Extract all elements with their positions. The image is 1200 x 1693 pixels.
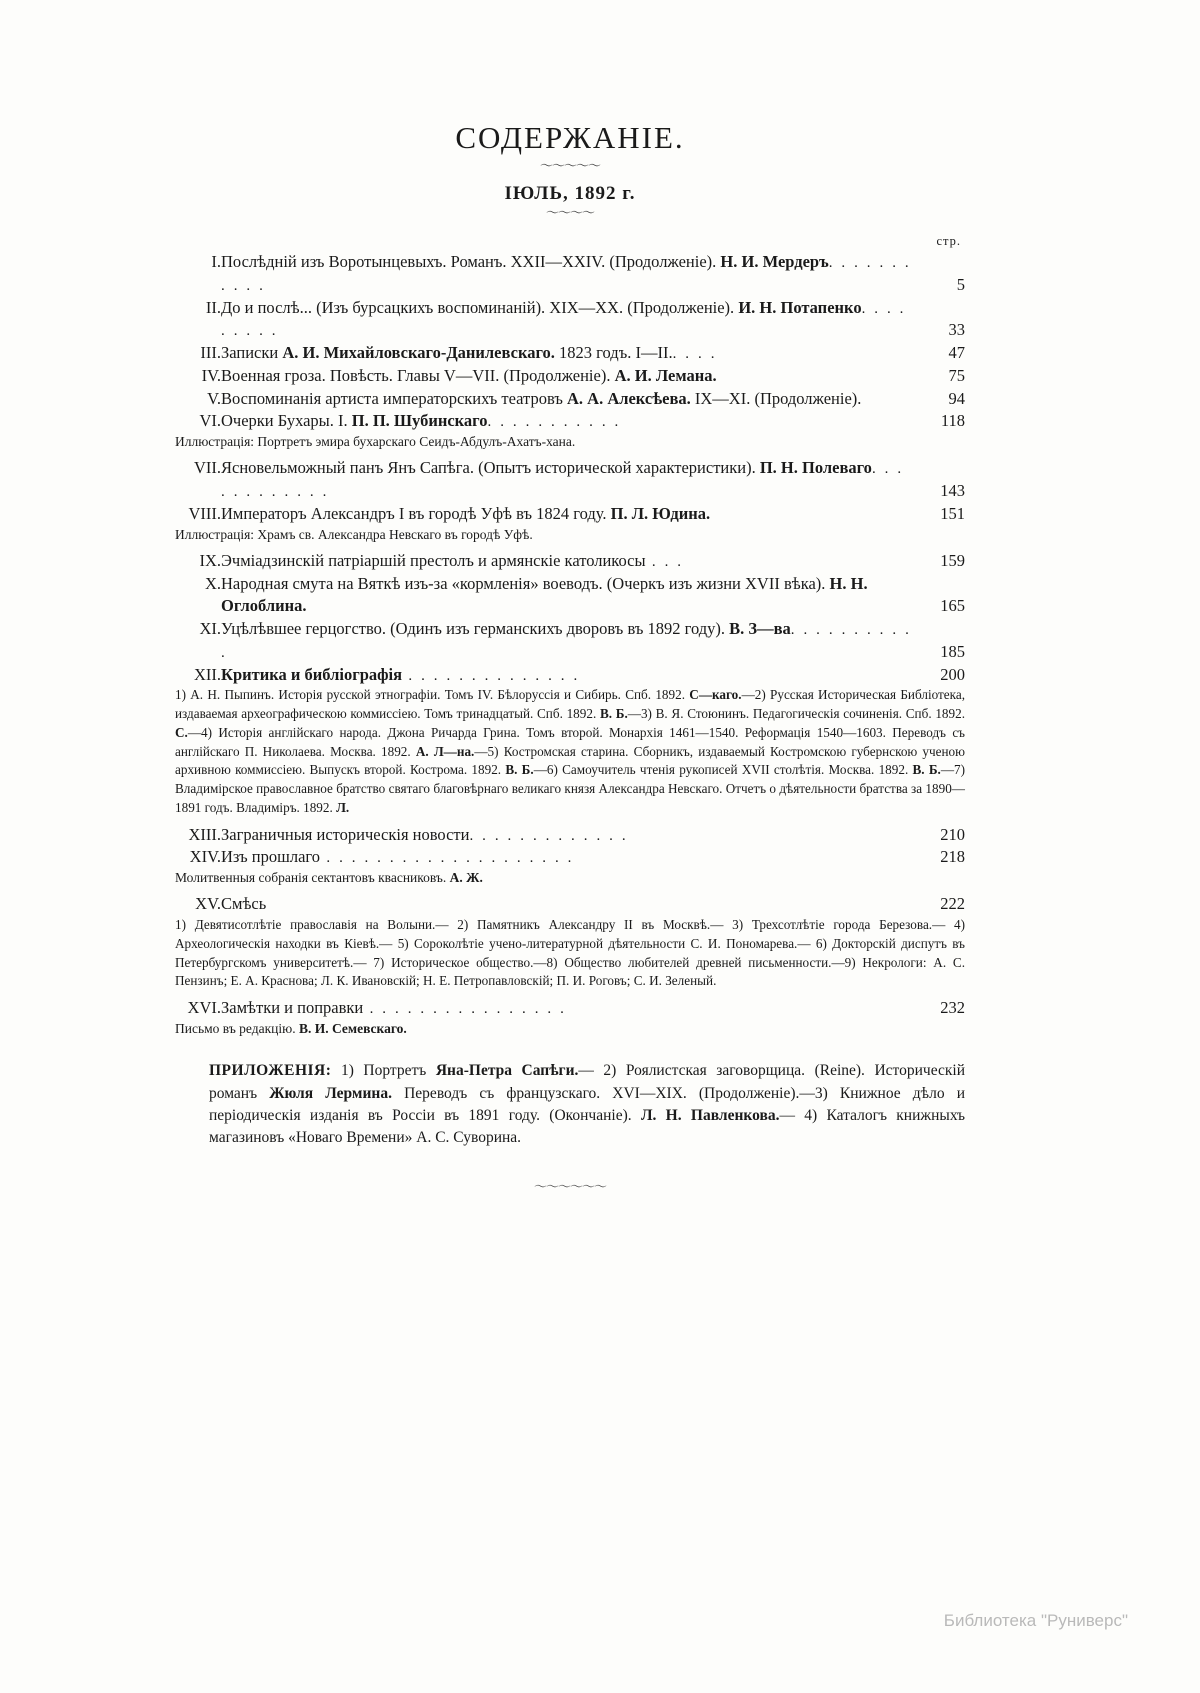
toc-entry-note-row — [175, 1020, 965, 1038]
toc-entry[interactable] — [175, 893, 965, 916]
toc-entry-author: А. А. Алексѣева. — [566, 388, 691, 408]
page-column-header: стр. — [936, 234, 961, 248]
toc-entry[interactable] — [175, 457, 965, 503]
toc-entry-author: И. Н. Потапенко — [738, 297, 862, 317]
toc-entry-number: XVI. — [187, 998, 221, 1018]
toc-leader-dots: . . . . . . . . . . . . . . . . . . . . — [320, 850, 575, 867]
toc-entry-title: Народная смута на Вяткѣ изъ-за «кормленія» воеводъ. (Очеркъ изъ жизни XVII вѣка). Н. Н. Оглоблина. — [221, 573, 868, 616]
toc-entry[interactable] — [175, 503, 965, 526]
toc-entry-page: 218 — [940, 847, 965, 867]
toc-leader-dots: . . . . . . . . . — [221, 300, 907, 340]
toc-entry-title — [221, 664, 913, 687]
toc-entry-page: 33 — [948, 320, 965, 340]
toc-entry-number: I. — [211, 252, 221, 271]
toc-entry-page: 159 — [940, 550, 965, 570]
toc-entry[interactable] — [175, 388, 965, 411]
toc-entry-page: 47 — [948, 343, 965, 363]
toc-entry[interactable] — [175, 297, 965, 343]
toc-entry-title: До и послѣ... (Изъ бурсацкихъ воспоминаній). XIX—XX. (Продолженіе). И. Н. Потапенко. . . . . . . . . — [221, 297, 907, 340]
toc-entry-author: П. П. Шубинскаго — [351, 411, 488, 431]
page-title: СОДЕРЖАНІЕ. — [455, 120, 685, 155]
toc-entry-page: 185 — [940, 641, 965, 661]
appendix-block — [175, 1060, 965, 1150]
appendix-label: ПРИЛОЖЕНІЯ: — [209, 1062, 332, 1080]
toc-entry-note-row — [175, 869, 965, 887]
toc-entry-page: 5 — [956, 274, 965, 294]
toc-entry-page: 232 — [940, 998, 965, 1018]
toc-entry-title: Эчміадзинскій патріаршій престолъ и армянскіе католикосы . . . — [221, 550, 684, 570]
toc-entry-number: VII. — [193, 458, 221, 478]
toc-entry-note: Иллюстрація: Храмъ св. Александра Невскаго въ городѣ Уфѣ. — [175, 526, 533, 542]
toc-entry[interactable] — [175, 550, 965, 573]
issue-date: ІЮЛЬ, 1892 г. — [504, 183, 636, 204]
toc-content — [175, 120, 965, 1195]
toc-entry[interactable] — [175, 410, 965, 433]
toc-entry-author: П. Л. Юдина. — [610, 503, 711, 523]
toc-entry-author: А. И. Лемана. — [614, 365, 717, 385]
toc-entry-note: Молитвенныя собранія сектантовъ квасниковъ. А. Ж. — [175, 870, 483, 886]
toc-entry[interactable] — [175, 618, 965, 664]
toc-entry-number: XV. — [195, 894, 221, 914]
toc-entry-title: Замѣтки и поправки . . . . . . . . . . . . . . . . — [221, 998, 567, 1018]
toc-leader-dots: . . . . — [672, 346, 718, 363]
toc-entry-author: Н. Н. Оглоблина. — [221, 573, 868, 616]
toc-entry-author: Н. И. Мердеръ — [720, 252, 829, 271]
toc-entry-number: XI. — [199, 619, 221, 639]
toc-entry-note: Письмо въ редакцію. В. И. Семевскаго. — [175, 1020, 407, 1036]
toc-entry-page: 200 — [940, 664, 965, 684]
toc-entry[interactable] — [175, 573, 965, 619]
toc-entry-page: 143 — [940, 481, 965, 501]
toc-entry-page: 75 — [948, 365, 965, 385]
toc-leader-dots: . . . . . . . . . . . — [221, 622, 912, 661]
toc-entry-title: Очерки Бухары. I. П. П. Шубинскаго. . . . . . . . . . . — [221, 411, 621, 431]
toc-leader-dots: . . . . . . . . . . . . . — [469, 827, 629, 844]
toc-entry-note: Иллюстрація: Портретъ эмира бухарскаго Сеидъ-Абдулъ-Ахатъ-хана. — [175, 434, 576, 450]
toc-entry-page: 222 — [940, 894, 965, 914]
toc-entry[interactable] — [175, 664, 965, 687]
toc-entry-title: Ясновельможный панъ Янъ Сапѣга. (Опытъ исторической характеристики). П. Н. Полеваго. . . . . . . . . . . . — [221, 458, 904, 501]
toc-entry-title: Смѣсь — [221, 894, 267, 914]
toc-entry-number: VIII. — [188, 503, 221, 523]
toc-entry-page: 165 — [940, 596, 965, 616]
toc-entry-number: VI. — [199, 411, 221, 431]
library-watermark: Библиотека "Руниверс" — [943, 1611, 1128, 1630]
appendix-text: 1) Портретъ Яна-Петра Сапѣги.— 2) Роялистская заговорщица. (Reine). Историческій романъ Жюля Лермина. Переводъ съ французскаго. XVI—XIX. (Продолженіе).—3) Книжное дѣло и періодическія изданія въ Россіи въ 1891 году. (Окончаніе). Л. Н. Павленкова.— 4) Каталогъ книжныхъ магазиновъ «Новаго Времени» А. С. Суворина. — [209, 1062, 965, 1147]
toc-entry-title: Уцѣлѣвшее герцогство. (Одинъ изъ германскихъ дворовъ въ 1892 году). В. З—ва. . . . . . . . . . . — [221, 619, 912, 661]
toc-entry-author: В. З—ва — [729, 619, 791, 639]
toc-leader-dots: . . . . . . . . . . . . . . . . — [363, 1001, 567, 1018]
ornament-squiggle-top: 〜〜〜〜〜 — [539, 159, 600, 174]
toc-entry[interactable] — [175, 997, 965, 1020]
toc-entry-number: XIII. — [188, 824, 221, 844]
toc-entry-number: V. — [207, 388, 221, 408]
toc-entry-sublist: 1) Девятисотлѣтіе православія на Волыни.— 2) Памятникъ Александру II въ Москвѣ.— 3) Трехсотлѣтіе города Березова.— 4) Археологическія находки въ Кіевѣ.— 5) Сороколѣтіе учено-литературной дѣятельности С. И. Пономарева.— 6) Докторскій диспутъ въ Петербургскомъ университетѣ.— 7) Историческое общество.—8) Общество любителей древней письменности.—9) Некрологи: А. С. Пензинъ; Е. А. Краснова; Л. К. Ивановскій; Н. Е. Петропавловскій; П. И. Роговъ; С. И. Зеленый. — [175, 917, 965, 989]
toc-entry-title: Военная гроза. Повѣсть. Главы V—VII. (Продолженіе). А. И. Лемана. — [221, 365, 717, 385]
toc-entry-sublist-row — [175, 916, 965, 991]
toc-entry-page: 151 — [940, 503, 965, 523]
toc-entry-title: Записки А. И. Михайловскаго-Данилевскаго. 1823 годъ. I—II.. . . . — [221, 343, 718, 363]
toc-entry-number: X. — [204, 573, 221, 593]
toc-leader-dots: . . . . . . . . . . . . . . — [402, 667, 580, 684]
toc-entry-title: Послѣдній изъ Воротынцевыхъ. Романъ. XXII—XXIV. (Продолженіе). Н. И. Мердеръ. . . . . . . . . . . — [221, 252, 912, 294]
toc-leader-dots: . . . . . . . . . . . — [487, 414, 621, 431]
toc-entry-note-row — [175, 433, 965, 451]
ornament-squiggle-bottom: 〜〜〜〜〜〜 — [533, 1179, 606, 1195]
toc-entry-title: Императоръ Александръ I въ городѣ Уфѣ въ 1824 году. П. Л. Юдина. — [221, 503, 711, 523]
toc-leader-dots: . . . . . . . . . . . — [221, 255, 912, 294]
toc-entry-author: Критика и библіографія — [221, 664, 403, 684]
table-of-contents — [175, 251, 965, 1038]
toc-entry-note-row — [175, 526, 965, 544]
toc-entry-number: XIV. — [189, 847, 221, 867]
toc-entry-sublist: 1) А. Н. Пыпинъ. Исторія русской этнографіи. Томъ IV. Бѣлоруссія и Сибирь. Спб. 1892. С—каго.—2) Русская Историческая Библіотека, издаваемая археографическою коммиссіею. Томъ тринадцатый. Спб. 1892. В. Б.—3) В. Я. Стоюнинъ. Педагогическія сочиненія. Спб. 1892. С.—4) Исторія англійскаго народа. Джона Ричарда Грина. Томъ второй. Монархія 1461—1540. Реформація 1540—1603. Переводъ съ англійскаго П. Николаева. Москва. 1892. А. Л—на.—5) Костромская старина. Сборникъ, издаваемый Костромскою губернскою ученою архивною коммиссіею. Выпускъ второй. Кострома. 1892. В. Б.—6) Самоучитель чтенія рукописей XVII столѣтія. Москва. 1892. В. Б.—7) Владимірское православное братство святаго благовѣрнаго великаго князя Александра Невскаго. Отчетъ о дѣятельности братства за 1890—1891 годъ. Владиміръ. 1892. Л. — [175, 687, 966, 815]
toc-entry[interactable] — [175, 342, 965, 365]
toc-entry[interactable] — [175, 251, 965, 297]
ornament-squiggle-second: 〜〜〜〜 — [545, 206, 594, 221]
toc-leader-dots: . . . — [645, 553, 684, 570]
toc-entry-title: Изъ прошлаго . . . . . . . . . . . . . . . . . . . . — [221, 847, 575, 867]
toc-entry-number: III. — [200, 343, 221, 363]
toc-entry-sublist-row — [175, 686, 965, 817]
toc-entry-title: Заграничныя историческія новости. . . . . . . . . . . . . — [221, 824, 629, 844]
toc-entry-author: А. И. Михайловскаго-Данилевскаго. — [282, 343, 555, 363]
toc-entry-author: П. Н. Полеваго — [759, 458, 872, 478]
toc-entry-page: 94 — [948, 388, 965, 408]
toc-entry-number: XII. — [193, 664, 221, 684]
toc-entry-page: 210 — [940, 824, 965, 844]
toc-entry-page: 118 — [940, 411, 965, 431]
toc-entry-number: II. — [205, 297, 221, 317]
toc-leader-dots: . . . . . . . . . . . . — [221, 461, 904, 501]
toc-entry[interactable] — [175, 846, 965, 869]
toc-entry-number: IX. — [199, 550, 221, 570]
toc-entry-title: Воспоминанія артиста императорскихъ театровъ А. А. Алексѣева. IX—XI. (Продолженіе). — [221, 388, 862, 408]
toc-entry-number: IV. — [201, 365, 221, 385]
toc-entry[interactable] — [175, 824, 965, 847]
toc-entry[interactable] — [175, 365, 965, 388]
